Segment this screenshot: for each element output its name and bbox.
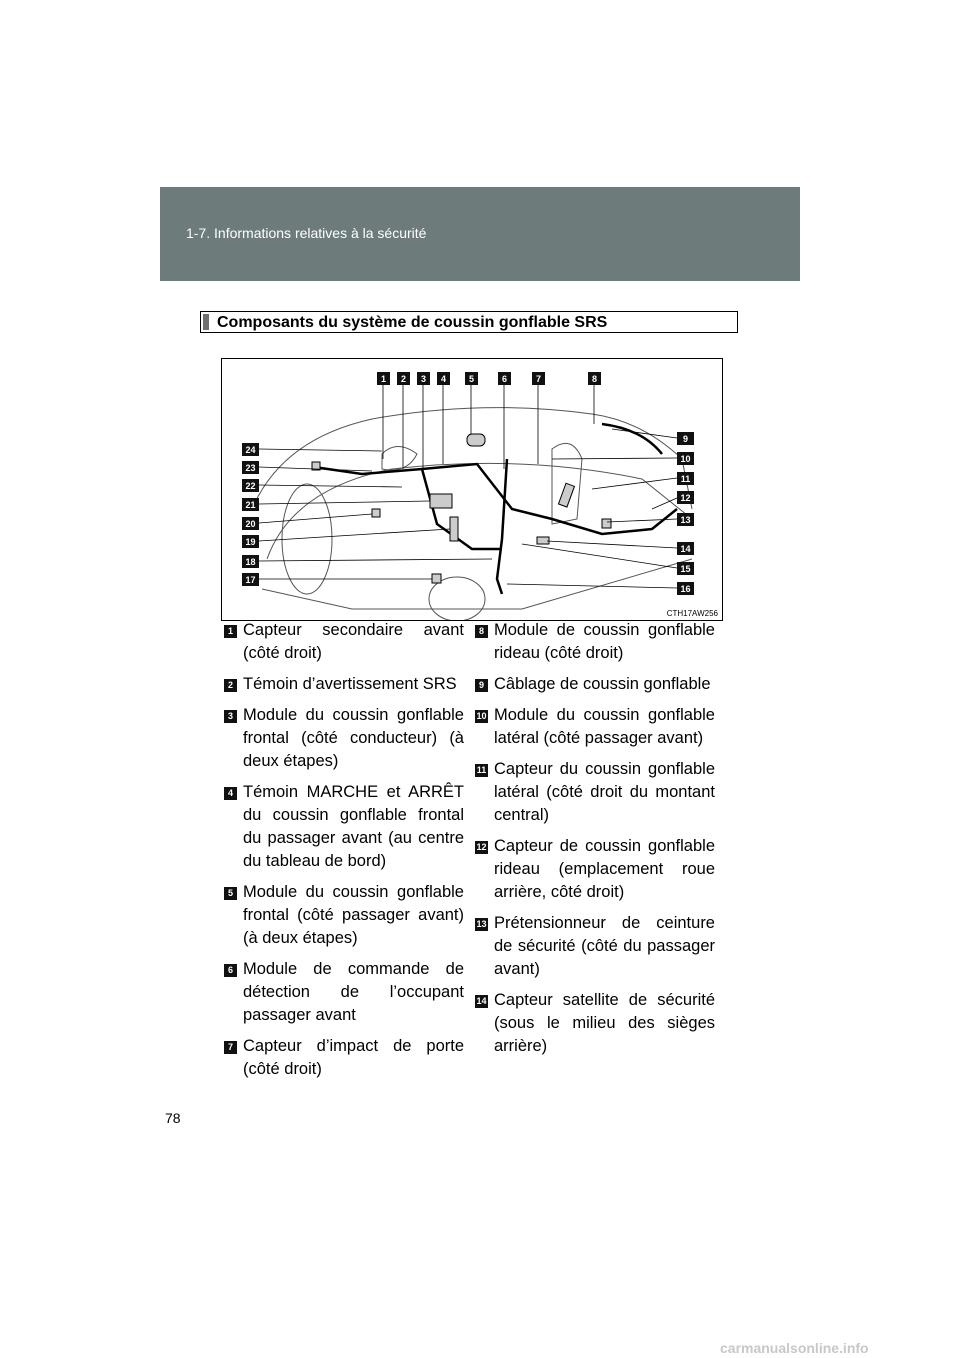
svg-text:6: 6 [501, 374, 508, 384]
section-heading [200, 311, 738, 333]
legend-item [224, 781, 464, 873]
seatbelt-pretensioner [602, 519, 611, 528]
center-console-part [450, 517, 458, 541]
legend-number: 8 [475, 625, 488, 638]
svg-text:19: 19 [245, 537, 256, 547]
chapter-header [160, 187, 800, 281]
car-beltline [267, 463, 692, 559]
legend-number: 7 [224, 1041, 237, 1054]
callout-leaders-top [383, 385, 594, 474]
legend-text: Prétensionneur de ceinture de sécurité (côté du passager avant) [494, 914, 715, 978]
airbag-components-diagram [221, 358, 723, 621]
legend-number: 6 [224, 964, 237, 977]
legend-number: 5 [224, 887, 237, 900]
side-airbag-module [558, 483, 574, 507]
legend-text: Câblage de coussin gonflable [494, 675, 711, 693]
legend-item [224, 881, 464, 950]
airbag-wiring-sill [497, 459, 507, 594]
legend-text: Capteur secondaire avant (côté droit) [243, 621, 464, 662]
figure-code: CTH17AW256 [666, 609, 718, 618]
svg-text:9: 9 [682, 434, 689, 444]
svg-text:20: 20 [245, 519, 256, 529]
legend-item [475, 619, 715, 665]
svg-text:1: 1 [380, 374, 387, 384]
svg-text:15: 15 [680, 564, 691, 574]
legend-number: 4 [224, 787, 237, 800]
callouts-top [377, 372, 601, 385]
legend-number: 10 [476, 711, 487, 721]
legend-item [475, 704, 715, 750]
callout-leaders-right [507, 429, 677, 588]
svg-text:22: 22 [245, 481, 256, 491]
svg-text:11: 11 [680, 474, 691, 484]
svg-text:10: 10 [680, 454, 691, 464]
svg-text:23: 23 [245, 463, 256, 473]
heading-bar [203, 314, 209, 330]
legend-item [224, 704, 464, 773]
svg-text:21: 21 [245, 500, 256, 510]
svg-text:17: 17 [245, 575, 256, 585]
svg-text:3: 3 [420, 374, 427, 384]
legend-number: 13 [476, 919, 487, 929]
curtain-wiring [602, 424, 662, 454]
legend-number: 11 [476, 765, 487, 775]
satellite-sensor [537, 537, 549, 544]
svg-text:24: 24 [245, 445, 256, 455]
legend-number: 9 [475, 679, 488, 692]
legend-text: Module de coussin gonflable rideau (côté droit) [494, 621, 715, 662]
legend-item [224, 673, 464, 696]
floor-sensor [432, 574, 441, 583]
callouts-right [677, 432, 694, 595]
page-number: 78 [165, 1110, 181, 1126]
section-heading-text: Composants du système de coussin gonflable SRS [217, 314, 608, 331]
legend-number: 3 [224, 710, 237, 723]
legend-item [224, 619, 464, 665]
svg-text:18: 18 [245, 557, 256, 567]
legend-text: Capteur d’impact de porte (côté droit) [243, 1037, 464, 1078]
legend-number: 1 [224, 625, 237, 638]
legend-text: Module du coussin gonflable frontal (côté conducteur) (à deux étapes) [243, 706, 464, 770]
legend-text: Témoin MARCHE et ARRÊT du coussin gonflable frontal du passager avant (au centre du tableau de bord) [243, 783, 464, 870]
callouts-left [242, 443, 259, 586]
svg-text:13: 13 [680, 515, 691, 525]
legend-item [475, 673, 715, 696]
legend-number: 12 [476, 842, 487, 852]
svg-text:12: 12 [680, 493, 691, 503]
legend-text: Capteur satellite de sécurité (sous le milieu des sièges arrière) [494, 991, 715, 1055]
chapter-section-title: 1-7. Informations relatives à la sécurité [186, 225, 427, 241]
watermark: carmanualsonline.info [720, 1340, 869, 1356]
airbag-wiring-main [314, 464, 677, 534]
legend-text: Module du coussin gonflable frontal (côté passager avant) (à deux étapes) [243, 883, 464, 947]
svg-text:14: 14 [680, 544, 691, 554]
svg-text:2: 2 [400, 374, 407, 384]
svg-text:8: 8 [591, 374, 598, 384]
legend-text: Témoin d’avertissement SRS [243, 675, 457, 693]
airbag-ecu [430, 494, 452, 508]
svg-text:4: 4 [440, 374, 447, 384]
legend-number: 14 [476, 996, 487, 1006]
legend-text: Module de commande de détection de l’occupant passager avant [243, 960, 464, 1024]
legend-column-left [224, 619, 464, 1089]
legend-text: Capteur de coussin gonflable rideau (emplacement roue arrière, côté droit) [494, 837, 715, 901]
legend-text: Module du coussin gonflable latéral (côté passager avant) [494, 706, 715, 747]
legend-item [475, 912, 715, 981]
passenger-airbag-module [467, 434, 485, 446]
car-illustration [222, 359, 722, 620]
legend-text: Capteur du coussin gonflable latéral (côté droit du montant central) [494, 760, 715, 824]
legend-item [224, 958, 464, 1027]
svg-text:16: 16 [680, 584, 691, 594]
legend-column-right [475, 619, 715, 1066]
legend-number: 2 [224, 679, 237, 692]
svg-text:7: 7 [535, 374, 542, 384]
legend-item [475, 835, 715, 904]
svg-text:5: 5 [468, 374, 475, 384]
legend-item [475, 758, 715, 827]
legend-item [224, 1035, 464, 1081]
lower-sensor [372, 509, 380, 517]
legend-item [475, 989, 715, 1058]
